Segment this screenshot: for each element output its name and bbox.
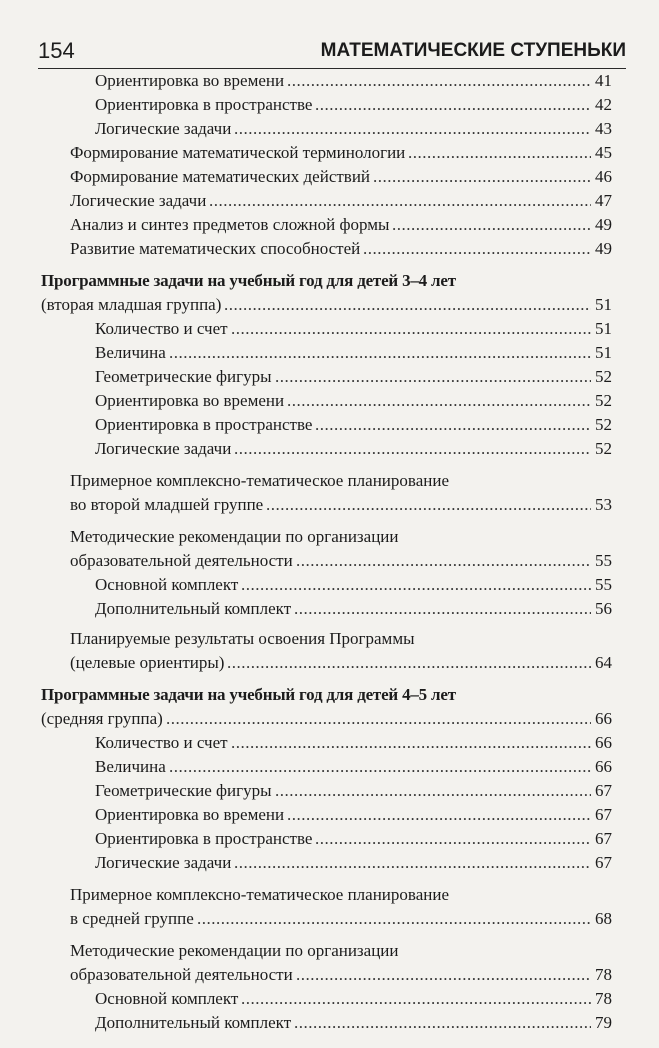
- dot-leader: [275, 365, 591, 389]
- toc-entry: [0, 731, 659, 755]
- toc-entry: [0, 269, 659, 293]
- dot-leader: [241, 987, 591, 1011]
- toc-entry-title: во второй младшей группе: [70, 495, 264, 514]
- toc-entry-page: 67: [595, 805, 612, 824]
- toc-entry-title: Анализ и синтез предметов сложной формы: [70, 215, 390, 234]
- dot-leader: [234, 117, 591, 141]
- toc-entry-page: 51: [595, 343, 612, 362]
- toc-entry-page: 52: [595, 367, 612, 386]
- toc-entry-title: Дополнительный комплект: [95, 599, 292, 618]
- dot-leader: [169, 341, 591, 365]
- toc-entry: [0, 165, 659, 189]
- toc-entry: [0, 651, 659, 675]
- toc-entry: [0, 365, 659, 389]
- toc-entry-page: 51: [595, 295, 612, 314]
- toc-entry-title: Количество и счет: [95, 733, 228, 752]
- toc-entry-page: 52: [595, 391, 612, 410]
- toc-entry-title: Примерное комплексно-тематическое планирование: [70, 471, 449, 490]
- toc-entry: [0, 213, 659, 237]
- toc-entry-title: Геометрические фигуры: [95, 367, 272, 386]
- dot-leader: [266, 493, 591, 517]
- toc-entry-title: Программные задачи на учебный год для детей 3–4 лет: [41, 271, 456, 290]
- toc-entry-title: Логические задачи: [95, 853, 232, 872]
- toc-entry: [0, 525, 659, 549]
- toc-entry-page: 67: [595, 853, 612, 872]
- dot-leader: [373, 165, 591, 189]
- toc-entry-title: образовательной деятельности: [70, 965, 293, 984]
- toc-entry-title: Дополнительный комплект: [95, 1013, 292, 1032]
- toc-entry: [0, 117, 659, 141]
- toc-entry-title: Примерное комплексно-тематическое планирование: [70, 885, 449, 904]
- toc-entry-page: 41: [595, 71, 612, 90]
- toc-entry-title: Формирование математических действий: [70, 167, 371, 186]
- toc-entry-page: 66: [595, 733, 612, 752]
- toc-entry-page: 79: [595, 1013, 612, 1032]
- toc-entry-page: 53: [595, 495, 612, 514]
- toc-entry: [0, 237, 659, 261]
- toc-entry-title: (средняя группа): [41, 709, 163, 728]
- toc-entry-title: Основной комплект: [95, 575, 239, 594]
- dot-leader: [166, 707, 591, 731]
- toc-entry: [0, 317, 659, 341]
- dot-leader: [294, 597, 591, 621]
- toc-entry: [0, 987, 659, 1011]
- dot-leader: [231, 317, 591, 341]
- page-number: 154: [38, 38, 75, 63]
- toc-entry: [0, 907, 659, 931]
- toc-entry-title: Ориентировка во времени: [95, 71, 285, 90]
- toc-entry-title: Величина: [95, 757, 166, 776]
- toc-entry-title: Методические рекомендации по организации: [70, 527, 399, 546]
- dot-leader: [227, 651, 591, 675]
- toc-entry-title: Величина: [95, 343, 166, 362]
- toc-entry: [0, 293, 659, 317]
- toc-entry-title: (вторая младшая группа): [41, 295, 222, 314]
- toc-entry-page: 42: [595, 95, 612, 114]
- dot-leader: [197, 907, 591, 931]
- dot-leader: [287, 389, 591, 413]
- toc-entry: [0, 627, 659, 651]
- toc-entry: [0, 755, 659, 779]
- toc-entry-title: Логические задачи: [95, 439, 232, 458]
- toc-entry: [0, 683, 659, 707]
- toc-entry-title: в средней группе: [70, 909, 194, 928]
- toc-entry-title: Методические рекомендации по организации: [70, 941, 399, 960]
- toc-entry-title: (целевые ориентиры): [70, 653, 225, 672]
- toc-entry-title: Ориентировка в пространстве: [95, 415, 313, 434]
- toc-entry-title: Ориентировка во времени: [95, 805, 285, 824]
- dot-leader: [231, 731, 591, 755]
- dot-leader: [241, 573, 591, 597]
- toc-entry-page: 47: [595, 191, 612, 210]
- dot-leader: [408, 141, 591, 165]
- dot-leader: [224, 293, 591, 317]
- toc-entry-page: 67: [595, 829, 612, 848]
- toc-entry: [0, 803, 659, 827]
- toc-entry-page: 56: [595, 599, 612, 618]
- toc-entry-page: 55: [595, 551, 612, 570]
- toc-entry-page: 66: [595, 757, 612, 776]
- toc-entry: [0, 827, 659, 851]
- toc-entry-title: образовательной деятельности: [70, 551, 293, 570]
- dot-leader: [287, 803, 591, 827]
- toc-entry: [0, 851, 659, 875]
- toc-entry: [0, 707, 659, 731]
- toc-entry-page: 45: [595, 143, 612, 162]
- toc-entry: [0, 963, 659, 987]
- dot-leader: [169, 755, 591, 779]
- dot-leader: [296, 549, 591, 573]
- toc-entry: [0, 939, 659, 963]
- toc-entry: [0, 883, 659, 907]
- dot-leader: [315, 827, 591, 851]
- toc-entry-page: 49: [595, 239, 612, 258]
- toc-entry-page: 67: [595, 781, 612, 800]
- toc-entry-title: Ориентировка во времени: [95, 391, 285, 410]
- toc-entry: [0, 93, 659, 117]
- toc-entry-page: 46: [595, 167, 612, 186]
- toc-entry-page: 52: [595, 415, 612, 434]
- toc-entry-title: Ориентировка в пространстве: [95, 829, 313, 848]
- toc-entry-title: Планируемые результаты освоения Программы: [70, 629, 415, 648]
- toc-entry: [0, 493, 659, 517]
- dot-leader: [315, 93, 591, 117]
- toc-entry: [0, 779, 659, 803]
- toc-entry-page: 49: [595, 215, 612, 234]
- toc-entry: [0, 141, 659, 165]
- dot-leader: [315, 413, 591, 437]
- dot-leader: [392, 213, 591, 237]
- toc-entry-title: Ориентировка в пространстве: [95, 95, 313, 114]
- toc-entry-page: 66: [595, 709, 612, 728]
- toc-entry-title: Геометрические фигуры: [95, 781, 272, 800]
- dot-leader: [287, 69, 591, 93]
- dot-leader: [294, 1011, 591, 1035]
- running-title: МАТЕМАТИЧЕСКИЕ СТУПЕНЬКИ: [320, 40, 626, 61]
- dot-leader: [234, 437, 591, 461]
- dot-leader: [296, 963, 591, 987]
- toc-entry: [0, 549, 659, 573]
- toc-entry: [0, 341, 659, 365]
- toc-entry-page: 68: [595, 909, 612, 928]
- toc-entry-title: Развитие математических способностей: [70, 239, 361, 258]
- toc-entry-page: 51: [595, 319, 612, 338]
- dot-leader: [234, 851, 591, 875]
- toc-entry-page: 52: [595, 439, 612, 458]
- dot-leader: [363, 237, 591, 261]
- toc-entry: [0, 189, 659, 213]
- toc-entry-title: Формирование математической терминологии: [70, 143, 406, 162]
- toc-entry-page: 78: [595, 965, 612, 984]
- dot-leader: [275, 779, 591, 803]
- toc-entry-page: 55: [595, 575, 612, 594]
- toc-entry: [0, 1011, 659, 1035]
- toc-entry-title: Логические задачи: [70, 191, 207, 210]
- toc-entry-page: 64: [595, 653, 612, 672]
- toc-entry: [0, 413, 659, 437]
- toc-entry-title: Программные задачи на учебный год для детей 4–5 лет: [41, 685, 456, 704]
- toc-entry: [0, 69, 659, 93]
- toc-entry: [0, 437, 659, 461]
- dot-leader: [209, 189, 591, 213]
- toc-entry: [0, 469, 659, 493]
- toc-entry-page: 78: [595, 989, 612, 1008]
- toc-entry: [0, 389, 659, 413]
- toc-entry-title: Основной комплект: [95, 989, 239, 1008]
- toc-entry: [0, 573, 659, 597]
- toc-entry: [0, 597, 659, 621]
- toc-entry-page: 43: [595, 119, 612, 138]
- toc-entry-title: Количество и счет: [95, 319, 228, 338]
- toc-entry-title: Логические задачи: [95, 119, 232, 138]
